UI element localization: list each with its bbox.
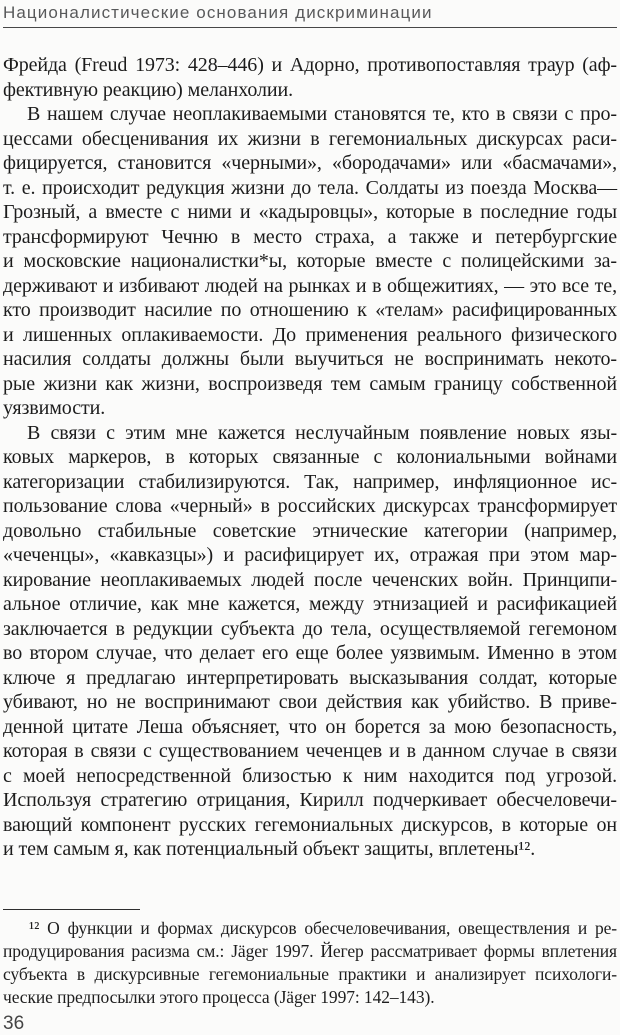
text-line: и тем самым я, как потенциальный объект защиты, вплетены¹². <box>3 838 536 860</box>
text-line: цессами обесценивания их жизни в гегемониальных дискурсах раси- <box>3 127 617 150</box>
text-line: вающий компонент русских гегемониальных дискурсов, в которые он <box>3 813 617 836</box>
text-line: трансформируют Чечню в место страха, а также и петербургские <box>3 225 617 248</box>
text-line: В связи с этим мне кажется неслучайным появление новых язы- <box>27 421 617 444</box>
text-line: Фрейда (Freud 1973: 428–446) и Адорно, противопоставляя траур (аф- <box>3 54 617 76</box>
text-line: держивают и избивают людей на рынках и в общежитиях, — это все те, <box>3 274 617 297</box>
text-line: рые жизни как жизни, воспроизведя тем самым границу собственной <box>3 372 617 395</box>
text-line: уязвимости. <box>3 397 106 419</box>
text-line: ¹² О функции и формах дискурсов обесчеловечивания, овеществления и ре- <box>29 917 617 938</box>
text-line: денной цитате Леша объясняет, что он борется за мою безопасность, <box>3 715 617 738</box>
text-line: во втором случае, что делает его еще более уязвимым. Именно в этом <box>3 642 617 664</box>
text-line: субъекта в дискурсивные гегемониальные практики и анализирует психологи- <box>3 963 617 984</box>
running-header <box>3 0 617 28</box>
text-line: фективную реакцию) меланхолии. <box>3 78 293 101</box>
text-line: фицируется, становится «черными», «бородачами» или «басмачами», <box>3 152 617 174</box>
page-number: 36 <box>3 1012 25 1034</box>
text-line: которая в связи с существованием чеченцев и в данном случае в связи <box>3 740 617 762</box>
text-line: кто производит насилие по отношению к «телам» расифицированных <box>3 299 617 321</box>
text-line: насилия солдаты должны были выучиться не воспринимать некото- <box>3 348 617 370</box>
text-line: и московские националистки*ы, которые вместе с полицейскими за- <box>3 250 617 272</box>
text-line: т. е. происходит редукция жизни до тела. Солдаты из поезда Москва— <box>3 176 617 199</box>
text-line: заключается в редукции субъекта до тела, осуществляемой гегемоном <box>3 617 617 640</box>
footnote <box>3 917 617 1009</box>
text-line: с моей непосредственной близостью к ним находится под угрозой. <box>3 764 617 787</box>
text-line: продуцирования расизма см.: Jäger 1997. Йегер рассматривает формы вплетения <box>3 940 617 961</box>
text-line: ковых маркеров, в которых связанные с колониальными войнами <box>3 446 617 468</box>
footnote-separator <box>3 909 140 910</box>
text-line: Используя стратегию отрицания, Кирилл подчеркивает обесчеловечи- <box>3 789 617 811</box>
text-line: «чеченцы», «кавказцы») и расифицирует их, отражая при этом мар- <box>3 544 617 566</box>
text-line: убивают, но не воспринимают свои действия как убийство. В приве- <box>3 691 617 713</box>
body-text <box>3 53 617 862</box>
text-line: довольно стабильные советские этнические категории (например, <box>3 519 617 542</box>
text-line: Грозный, а вместе с ними и «кадыровцы», которые в последние годы <box>3 201 617 223</box>
text-line: кирование неоплакиваемых людей после чеченских войн. Принципи- <box>3 568 617 591</box>
text-line: альное отличие, как мне кажется, между этнизацией и расификацией <box>3 593 617 615</box>
text-line: пользование слова «черный» в российских дискурсах трансформирует <box>3 495 617 517</box>
text-line: ческие предпосылки этого процесса (Jäger 1997: 142–143). <box>3 986 435 1007</box>
running-title: Националистические основания дискриминации <box>3 3 433 22</box>
text-line: ключе я предлагаю интерпретировать высказывания солдат, которые <box>3 666 617 689</box>
text-line: В нашем случае неоплакиваемыми становятся те, кто в связи с про- <box>27 103 617 125</box>
text-line: и лишенных оплакиваемости. До применения реального физического <box>3 323 617 346</box>
text-line: категоризации стабилизируются. Так, например, инфляционное ис- <box>3 470 617 493</box>
